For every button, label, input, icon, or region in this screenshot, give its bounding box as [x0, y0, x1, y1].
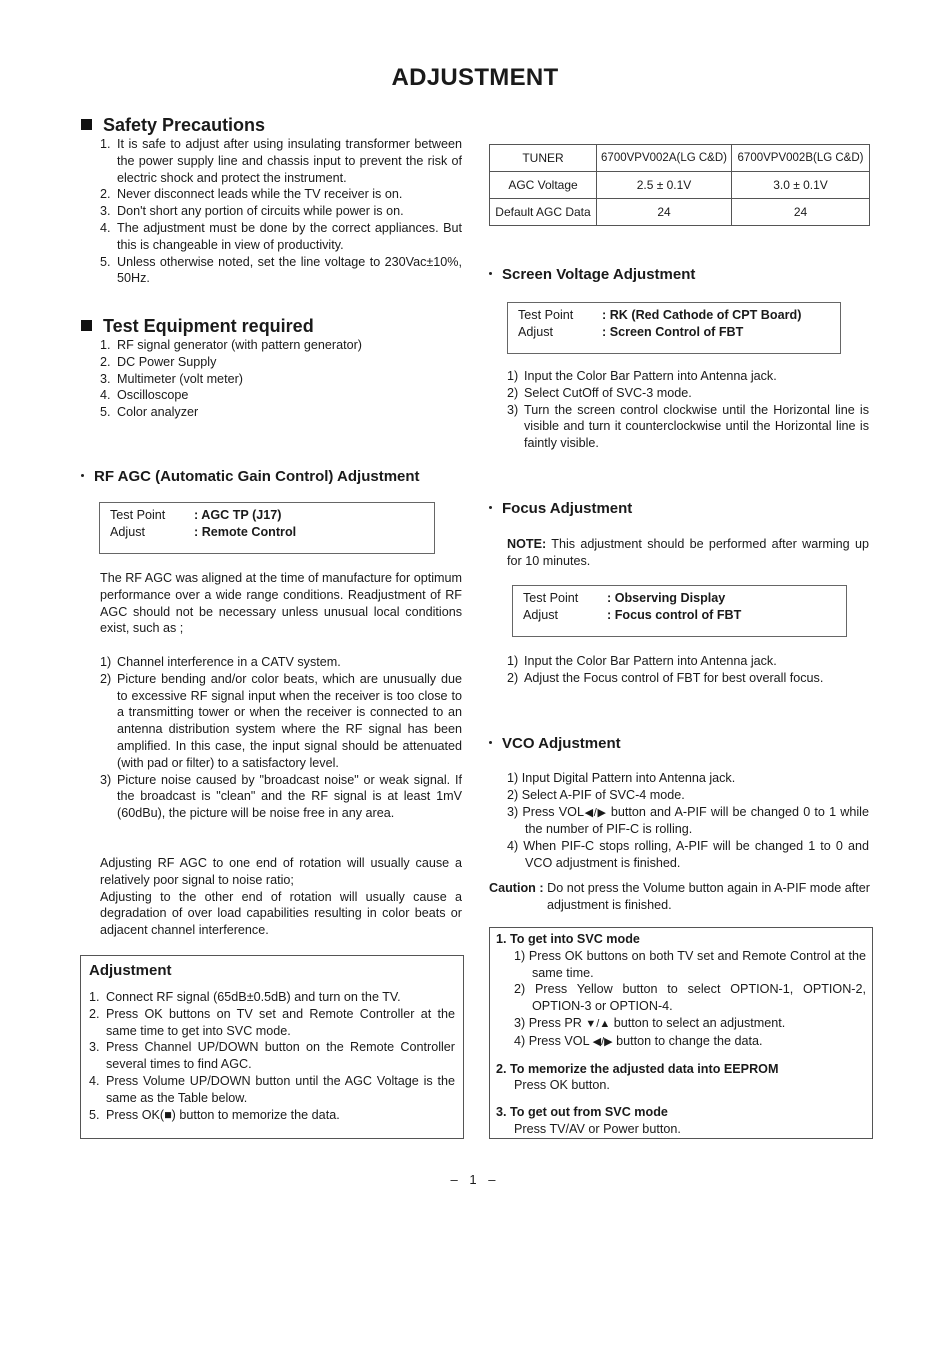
- rfagc-closing: Adjusting RF AGC to one end of rotation will usually cause a relatively poor signal to noise ratio; Adjusting to the other end of rotation will usually cause a degradation of over load capabilities resulting in color beats or adjacent channel interference.: [100, 856, 462, 938]
- rfagc-test-point-box: Test Point : AGC TP (J17) Adjust : Remote Control: [99, 502, 435, 554]
- left-right-arrow-icon: ◀/▶: [583, 806, 607, 819]
- list-item: 2. DC Power Supply: [100, 354, 217, 369]
- list-item: 3) Turn the screen control clockwise until the Horizontal line is visible and turn it counterclockwise until the Horizontal line is faintly visible.: [507, 402, 869, 451]
- agc-table: [489, 144, 870, 226]
- square-bullet-icon: [81, 119, 92, 130]
- svc-box: 1. To get into SVC mode 1) Press OK buttons on both TV set and Remote Control at the same time. 2) Press Yellow button to select OPTION-1, OPTION-2, OPTION-3 or OPTION-4. 3) Press PR ▼/▲ button to select an adjustment. 4) Press VOL ◀/▶ button to change the data. 2. To memorize the adjusted data into EEPROM Press OK button. 3. To get out from SVC mode Press TV/AV or Power button.: [489, 927, 873, 1139]
- down-up-arrow-icon: ▼/▲: [585, 1017, 611, 1030]
- list-item: 2. Press OK buttons on TV set and Remote Controller at the same time to get into SVC mode.: [89, 1006, 455, 1038]
- list-item: 3. Multimeter (volt meter): [100, 371, 243, 386]
- table-row: Default AGC Data 24 24: [490, 199, 870, 226]
- list-item: 3. Don't short any portion of circuits while power is on.: [100, 204, 404, 219]
- vco-heading: VCO Adjustment: [489, 735, 621, 752]
- safety-heading: Safety Precautions: [81, 115, 265, 136]
- bullet-icon: [489, 741, 492, 744]
- screen-test-point-box: Test Point : RK (Red Cathode of CPT Board) Adjust : Screen Control of FBT: [507, 302, 841, 354]
- page-number: – 1 –: [450, 1172, 500, 1187]
- table-row: TUNER 6700VPV002A(LG C&D) 6700VPV002B(LG C&D): [490, 145, 870, 172]
- bullet-icon: [489, 272, 492, 275]
- list-item: 1. RF signal generator (with pattern generator): [100, 338, 363, 352]
- list-item: 4. Oscilloscope: [100, 388, 189, 403]
- adjustment-box: [80, 955, 464, 1139]
- list-item: 4) When PIF-C stops rolling, A-PIF will be changed 1 to 0 and VCO adjustment is finished.: [507, 839, 869, 870]
- rfagc-intro: The RF AGC was aligned at the time of manufacture for optimum performance over a wide range conditions. Readjustment of RF AGC should not be necessary unless unusual local conditions exist, such as ;: [100, 571, 462, 636]
- vco-caution: Caution : Do not press the Volume button again in A-PIF mode after adjustment is finished.: [489, 881, 870, 912]
- equipment-list: [100, 337, 462, 421]
- square-bullet-icon: [81, 320, 92, 331]
- list-item: 2) Picture bending and/or color beats, which are unusually due to excessive RF signal input when the receiver is too close to a transmitting tower or when the receiver is connected to an antenna distribution system where the RF signal has been amplified. In this case, the input signal should be attenuated (with pad or filter) to a satisfactory level.: [100, 671, 462, 770]
- adjustment-list: [89, 989, 455, 1123]
- list-item: 3) Press VOL◀/▶ button and A-PIF will be changed 0 to 1 while the number of PIF-C is rolling.: [507, 804, 869, 837]
- list-item: 5. Unless otherwise noted, set the line voltage to 230Vac±10%, 50Hz.: [100, 254, 462, 286]
- rfagc-heading: RF AGC (Automatic Gain Control) Adjustment: [81, 468, 420, 485]
- list-item: 3) Picture noise caused by "broadcast noise" or weak signal. If the broadcast is "clean" and the RF signal is at least 1mV (60dBu), the picture will be noise free in any area.: [100, 772, 462, 821]
- list-item: 4. Press Volume UP/DOWN button until the AGC Voltage is the same as the Table below.: [89, 1073, 455, 1105]
- focus-list: [507, 653, 869, 687]
- list-item: 3. Press Channel UP/DOWN button on the Remote Controller several times to find AGC.: [89, 1040, 455, 1072]
- page-title: ADJUSTMENT: [391, 64, 559, 91]
- bullet-icon: [81, 474, 84, 477]
- list-item: 2) Select CutOff of SVC-3 mode.: [507, 385, 692, 400]
- list-item: 5. Color analyzer: [100, 405, 199, 420]
- adjustment-heading: Adjustment: [89, 962, 172, 979]
- equipment-heading: Test Equipment required: [81, 316, 314, 337]
- list-item: 2) Select A-PIF of SVC-4 mode.: [507, 787, 685, 802]
- list-item: 1) Input the Color Bar Pattern into Antenna jack.: [507, 654, 777, 668]
- focus-note: NOTE: This adjustment should be performed after warming up for 10 minutes.: [507, 537, 869, 568]
- list-item: 1. It is safe to adjust after using insulating transformer between the power supply line and chassis input to prevent the risk of electric shock and protect the instrument.: [100, 137, 462, 185]
- list-item: 2) Adjust the Focus control of FBT for best overall focus.: [507, 670, 824, 685]
- list-item: 1) Input the Color Bar Pattern into Antenna jack.: [507, 369, 777, 383]
- left-right-arrow-icon: ◀/▶: [592, 1035, 613, 1048]
- bullet-icon: [489, 506, 492, 509]
- vco-list: [507, 770, 869, 872]
- table-row: AGC Voltage 2.5 ± 0.1V 3.0 ± 0.1V: [490, 172, 870, 199]
- focus-heading: Focus Adjustment: [489, 500, 632, 517]
- list-item: 2. Never disconnect leads while the TV receiver is on.: [100, 187, 403, 202]
- list-item: 5. Press OK(■) button to memorize the data.: [89, 1107, 340, 1122]
- list-item: 4. The adjustment must be done by the correct appliances. But this is changeable in view of productivity.: [100, 220, 462, 252]
- screen-list: [507, 368, 869, 452]
- list-item: 1) Input Digital Pattern into Antenna jack.: [507, 771, 736, 785]
- list-item: 1) Channel interference in a CATV system.: [100, 655, 341, 669]
- screen-heading: Screen Voltage Adjustment: [489, 266, 695, 283]
- rfagc-list: [100, 654, 462, 822]
- safety-list: [100, 136, 462, 287]
- list-item: 1. Connect RF signal (65dB±0.5dB) and turn on the TV.: [89, 990, 401, 1004]
- focus-test-point-box: Test Point : Observing Display Adjust : Focus control of FBT: [512, 585, 847, 637]
